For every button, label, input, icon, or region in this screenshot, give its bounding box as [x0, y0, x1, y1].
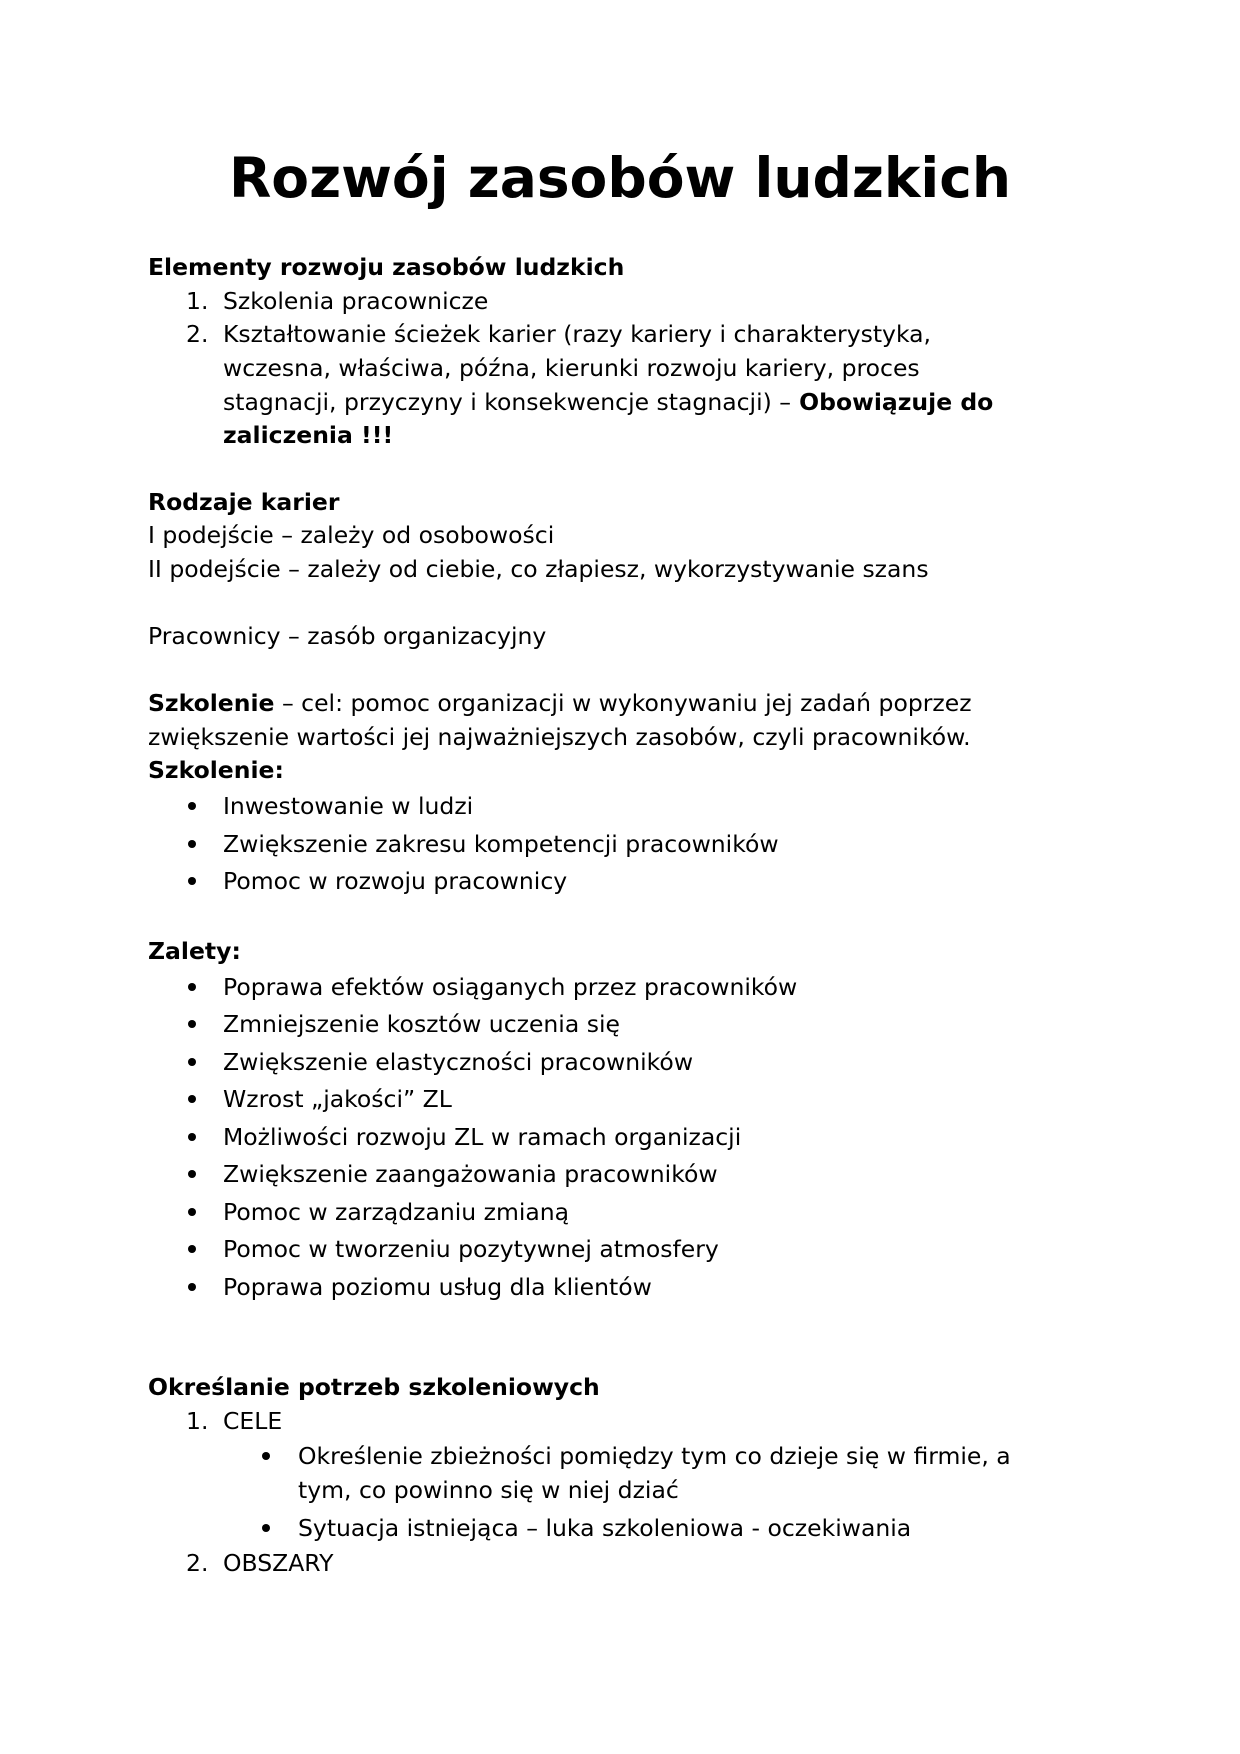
list-item: Szkolenia pracownicze [223, 287, 489, 315]
list-number: 2. [186, 320, 209, 348]
list-item-line [223, 385, 993, 419]
list-number: 1. [186, 287, 209, 315]
paragraph-line: zwiększenie wartości jej najważniejszych zasobów, czyli pracowników. [148, 723, 971, 751]
bullet-icon [188, 1058, 196, 1066]
list-item: Pomoc w rozwoju pracownicy [223, 867, 568, 895]
paragraph-line: II podejście – zależy od ciebie, co złapiesz, wykorzystywanie szans [148, 555, 929, 583]
list-number: 2. [186, 1549, 209, 1577]
section-heading-okreslanie: Określanie potrzeb szkoleniowych [148, 1373, 600, 1401]
list-item: Możliwości rozwoju ZL w ramach organizacji [223, 1123, 742, 1151]
section-heading-zalety: Zalety: [148, 937, 241, 965]
sub-list-item-line: Określenie zbieżności pomiędzy tym co dzieje się w firmie, a [298, 1442, 1011, 1470]
sub-list-item-line: Sytuacja istniejąca – luka szkoleniowa - oczekiwania [298, 1514, 912, 1542]
section-heading-szkolenie: Szkolenie: [148, 756, 284, 784]
list-item: Zwiększenie zakresu kompetencji pracowników [223, 830, 779, 858]
bullet-icon [188, 802, 196, 810]
emphasis-text: zaliczenia !!! [223, 421, 394, 449]
bullet-icon [188, 1208, 196, 1216]
list-item-line: wczesna, właściwa, późna, kierunki rozwoju kariery, proces [223, 354, 920, 382]
sub-list-item-line: tym, co powinno się w niej dziać [298, 1476, 679, 1504]
document-title: Rozwój zasobów ludzkich [228, 146, 1012, 210]
bullet-icon [188, 877, 196, 885]
bullet-icon [188, 1245, 196, 1253]
paragraph-line [148, 686, 972, 720]
bullet-icon [262, 1524, 270, 1532]
bullet-icon [188, 1095, 196, 1103]
list-item: Wzrost „jakości” ZL [223, 1085, 452, 1113]
list-item: CELE [223, 1407, 283, 1435]
emphasis-text: Szkolenie [148, 689, 275, 717]
paragraph-line: Pracownicy – zasób organizacyjny [148, 622, 547, 650]
paragraph-line: I podejście – zależy od osobowości [148, 521, 555, 549]
bullet-icon [188, 1020, 196, 1028]
list-item-line: Kształtowanie ścieżek karier (razy kariery i charakterystyka, [223, 320, 932, 348]
list-item: Poprawa poziomu usług dla klientów [223, 1273, 652, 1301]
list-item: Inwestowanie w ludzi [223, 792, 474, 820]
list-item: Zwiększenie elastyczności pracowników [223, 1048, 694, 1076]
list-item: Pomoc w zarządzaniu zmianą [223, 1198, 570, 1226]
bullet-icon [262, 1452, 270, 1460]
bullet-icon [188, 983, 196, 991]
list-item-text: stagnacji, przyczyny i konsekwencje stagnacji) – [223, 388, 791, 416]
list-item: Zwiększenie zaangażowania pracowników [223, 1160, 718, 1188]
bullet-icon [188, 1283, 196, 1291]
paragraph-text: – cel: pomoc organizacji w wykonywaniu jej zadań poprzez [274, 689, 972, 717]
bullet-icon [188, 1170, 196, 1178]
section-heading-elementy: Elementy rozwoju zasobów ludzkich [148, 253, 625, 281]
section-heading-rodzaje: Rodzaje karier [148, 488, 340, 516]
list-item: OBSZARY [223, 1549, 334, 1577]
list-item: Poprawa efektów osiąganych przez pracowników [223, 973, 798, 1001]
emphasis-text: Obowiązuje do [790, 388, 994, 416]
list-item: Zmniejszenie kosztów uczenia się [223, 1010, 620, 1038]
list-number: 1. [186, 1407, 209, 1435]
list-item: Pomoc w tworzeniu pozytywnej atmosfery [223, 1235, 719, 1263]
bullet-icon [188, 1133, 196, 1141]
bullet-icon [188, 840, 196, 848]
